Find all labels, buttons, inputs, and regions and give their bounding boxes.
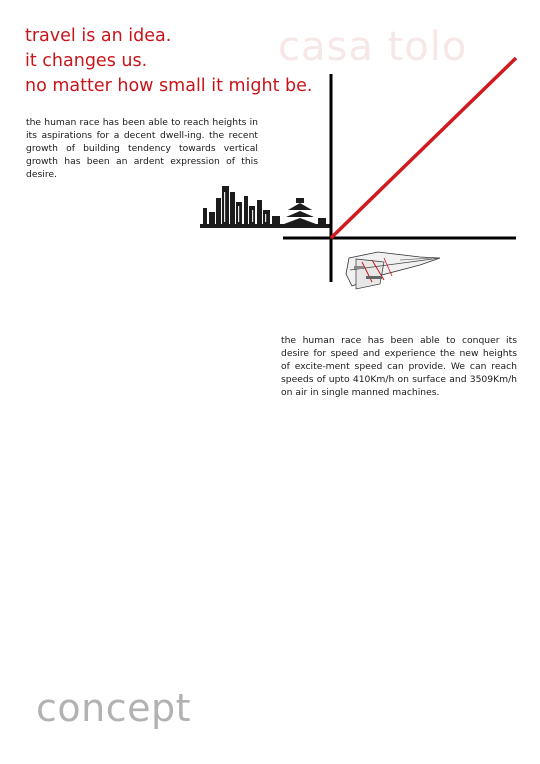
jet-aircraft-illustration (346, 252, 440, 289)
speed-paragraph: the human race has been able to conquer its desire for speed and experience the new heights of excite-ment speed can provide. We can reach speeds of upto 410Km/h on surface and 3509Km/h on air in single manned machines. (281, 335, 517, 398)
watermark-text: casa tolo (278, 24, 468, 70)
growth-line (331, 58, 516, 238)
headline-line-1: travel is an idea. (25, 26, 172, 46)
buildings-paragraph: the human race has been able to reach heights in its aspirations for a decent dwell-ing. the recent growth of building tendency towards vertical growth has been an ardent expression of this desire. (26, 117, 258, 180)
headline-line-2: it changes us. (25, 51, 148, 71)
concept-label: concept (36, 686, 192, 730)
headline-line-3: no matter how small it might be. (25, 76, 313, 96)
